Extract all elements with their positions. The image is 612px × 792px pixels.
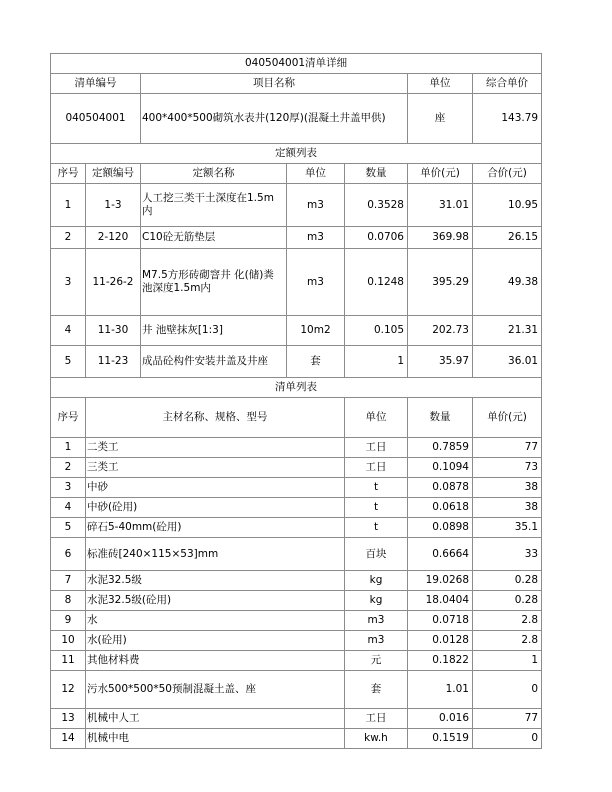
cell-name: 标准砖[240×115×53]mm	[86, 538, 345, 571]
cell-unit: 百块	[345, 538, 408, 571]
cell-price: 202.73	[408, 316, 473, 346]
table-row	[51, 227, 542, 249]
cell-name: 水泥32.5级(砼用)	[86, 591, 345, 611]
summary-name: 400*400*500砌筑水表井(120厚)(混凝土井盖甲供)	[141, 94, 408, 144]
table-row	[51, 671, 542, 709]
cell-name: 其他材料费	[86, 651, 345, 671]
cell-unit: 工日	[345, 709, 408, 729]
cell-unit: m3	[287, 249, 345, 316]
col-header: 序号	[51, 398, 86, 438]
table-row	[51, 458, 542, 478]
summary-price: 143.79	[473, 94, 542, 144]
cell-no: 3	[51, 249, 86, 316]
quota-section-title: 定额列表	[51, 144, 542, 164]
col-header: 序号	[51, 164, 86, 184]
col-header: 数量	[345, 164, 408, 184]
cell-unit: 元	[345, 651, 408, 671]
cell-unit: 套	[345, 671, 408, 709]
cell-no: 4	[51, 498, 86, 518]
cell-code: 11-30	[86, 316, 141, 346]
cell-unit: 10m2	[287, 316, 345, 346]
cell-no: 11	[51, 651, 86, 671]
summary-row	[51, 94, 542, 144]
cell-unit: m3	[287, 184, 345, 227]
cell-no: 8	[51, 591, 86, 611]
quota-title-row	[51, 144, 542, 164]
page-title: 040504001清单详细	[51, 54, 542, 74]
header-unit: 单位	[408, 74, 473, 94]
cell-code: 11-26-2	[86, 249, 141, 316]
table-row	[51, 478, 542, 498]
table-row	[51, 611, 542, 631]
cell-no: 14	[51, 729, 86, 749]
cell-price: 73	[473, 458, 542, 478]
cell-unit: m3	[345, 631, 408, 651]
col-header: 合价(元)	[473, 164, 542, 184]
cell-code: 1-3	[86, 184, 141, 227]
cell-total: 10.95	[473, 184, 542, 227]
cell-price: 0	[473, 729, 542, 749]
cell-price: 35.97	[408, 346, 473, 378]
cell-name: 机械中人工	[86, 709, 345, 729]
cell-price: 2.8	[473, 631, 542, 651]
cell-name: 水(砼用)	[86, 631, 345, 651]
cell-name: 水泥32.5级	[86, 571, 345, 591]
cell-no: 7	[51, 571, 86, 591]
cell-name: M7.5方形砖砌窨井 化(储)粪池深度1.5m内	[141, 249, 287, 316]
table-row	[51, 651, 542, 671]
cell-price: 0	[473, 671, 542, 709]
cell-qty: 0.6664	[408, 538, 473, 571]
cell-price: 1	[473, 651, 542, 671]
cell-no: 12	[51, 671, 86, 709]
cell-no: 4	[51, 316, 86, 346]
col-header: 数量	[408, 398, 473, 438]
cell-name: 中砂	[86, 478, 345, 498]
cell-qty: 0.1519	[408, 729, 473, 749]
cell-price: 369.98	[408, 227, 473, 249]
cell-name: 机械中电	[86, 729, 345, 749]
table-row	[51, 438, 542, 458]
header-name: 项目名称	[141, 74, 408, 94]
cell-price: 38	[473, 498, 542, 518]
cell-unit: t	[345, 498, 408, 518]
table-row	[51, 538, 542, 571]
col-header: 单价(元)	[473, 398, 542, 438]
bill-detail-table	[50, 53, 542, 749]
cell-no: 3	[51, 478, 86, 498]
summary-unit: 座	[408, 94, 473, 144]
col-header: 单位	[345, 398, 408, 438]
table-row	[51, 631, 542, 651]
cell-no: 2	[51, 227, 86, 249]
cell-name: 井 池壁抹灰[1:3]	[141, 316, 287, 346]
cell-qty: 0.0898	[408, 518, 473, 538]
cell-price: 77	[473, 438, 542, 458]
cell-price: 31.01	[408, 184, 473, 227]
cell-unit: kw.h	[345, 729, 408, 749]
table-row	[51, 184, 542, 227]
cell-qty: 0.1248	[345, 249, 408, 316]
cell-price: 77	[473, 709, 542, 729]
cell-name: 污水500*500*50预制混凝土盖、座	[86, 671, 345, 709]
cell-price: 0.28	[473, 571, 542, 591]
cell-unit: 工日	[345, 438, 408, 458]
cell-qty: 0.105	[345, 316, 408, 346]
cell-qty: 0.0878	[408, 478, 473, 498]
cell-name: 碎石5-40mm(砼用)	[86, 518, 345, 538]
table-row	[51, 498, 542, 518]
cell-unit: m3	[287, 227, 345, 249]
col-header: 单价(元)	[408, 164, 473, 184]
cell-unit: kg	[345, 571, 408, 591]
cell-total: 26.15	[473, 227, 542, 249]
cell-qty: 0.1822	[408, 651, 473, 671]
table-row	[51, 346, 542, 378]
cell-price: 33	[473, 538, 542, 571]
cell-no: 1	[51, 184, 86, 227]
cell-qty: 0.0618	[408, 498, 473, 518]
table-row	[51, 249, 542, 316]
cell-qty: 0.016	[408, 709, 473, 729]
cell-unit: 工日	[345, 458, 408, 478]
cell-qty: 18.0404	[408, 591, 473, 611]
cell-qty: 0.0718	[408, 611, 473, 631]
cell-name: C10砼无筋垫层	[141, 227, 287, 249]
cell-no: 10	[51, 631, 86, 651]
cell-price: 0.28	[473, 591, 542, 611]
quota-header-row	[51, 164, 542, 184]
cell-no: 1	[51, 438, 86, 458]
cell-price: 395.29	[408, 249, 473, 316]
table-row	[51, 518, 542, 538]
cell-qty: 1	[345, 346, 408, 378]
materials-section-title: 清单列表	[51, 378, 542, 398]
cell-qty: 0.0706	[345, 227, 408, 249]
cell-name: 成品砼构件安装井盖及井座	[141, 346, 287, 378]
cell-name: 人工挖三类干土深度在1.5m内	[141, 184, 287, 227]
cell-unit: 套	[287, 346, 345, 378]
cell-qty: 19.0268	[408, 571, 473, 591]
cell-unit: t	[345, 478, 408, 498]
col-header: 主材名称、规格、型号	[86, 398, 345, 438]
cell-unit: t	[345, 518, 408, 538]
cell-total: 36.01	[473, 346, 542, 378]
table-row	[51, 316, 542, 346]
cell-name: 水	[86, 611, 345, 631]
cell-total: 49.38	[473, 249, 542, 316]
cell-no: 5	[51, 518, 86, 538]
cell-code: 11-23	[86, 346, 141, 378]
cell-code: 2-120	[86, 227, 141, 249]
table-row	[51, 591, 542, 611]
materials-title-row	[51, 378, 542, 398]
cell-unit: m3	[345, 611, 408, 631]
cell-name: 中砂(砼用)	[86, 498, 345, 518]
header-price: 综合单价	[473, 74, 542, 94]
cell-qty: 0.0128	[408, 631, 473, 651]
table-row	[51, 729, 542, 749]
table-row	[51, 709, 542, 729]
col-header: 单位	[287, 164, 345, 184]
cell-price: 35.1	[473, 518, 542, 538]
header-code: 清单编号	[51, 74, 141, 94]
cell-qty: 1.01	[408, 671, 473, 709]
cell-name: 二类工	[86, 438, 345, 458]
table-row	[51, 571, 542, 591]
cell-no: 9	[51, 611, 86, 631]
cell-total: 21.31	[473, 316, 542, 346]
summary-code: 040504001	[51, 94, 141, 144]
cell-no: 2	[51, 458, 86, 478]
col-header: 定额编号	[86, 164, 141, 184]
cell-qty: 0.3528	[345, 184, 408, 227]
cell-no: 6	[51, 538, 86, 571]
cell-no: 5	[51, 346, 86, 378]
cell-price: 38	[473, 478, 542, 498]
materials-header-row	[51, 398, 542, 438]
cell-qty: 0.1094	[408, 458, 473, 478]
title-row	[51, 54, 542, 74]
cell-name: 三类工	[86, 458, 345, 478]
cell-price: 2.8	[473, 611, 542, 631]
summary-header-row	[51, 74, 542, 94]
cell-qty: 0.7859	[408, 438, 473, 458]
cell-no: 13	[51, 709, 86, 729]
col-header: 定额名称	[141, 164, 287, 184]
cell-unit: kg	[345, 591, 408, 611]
